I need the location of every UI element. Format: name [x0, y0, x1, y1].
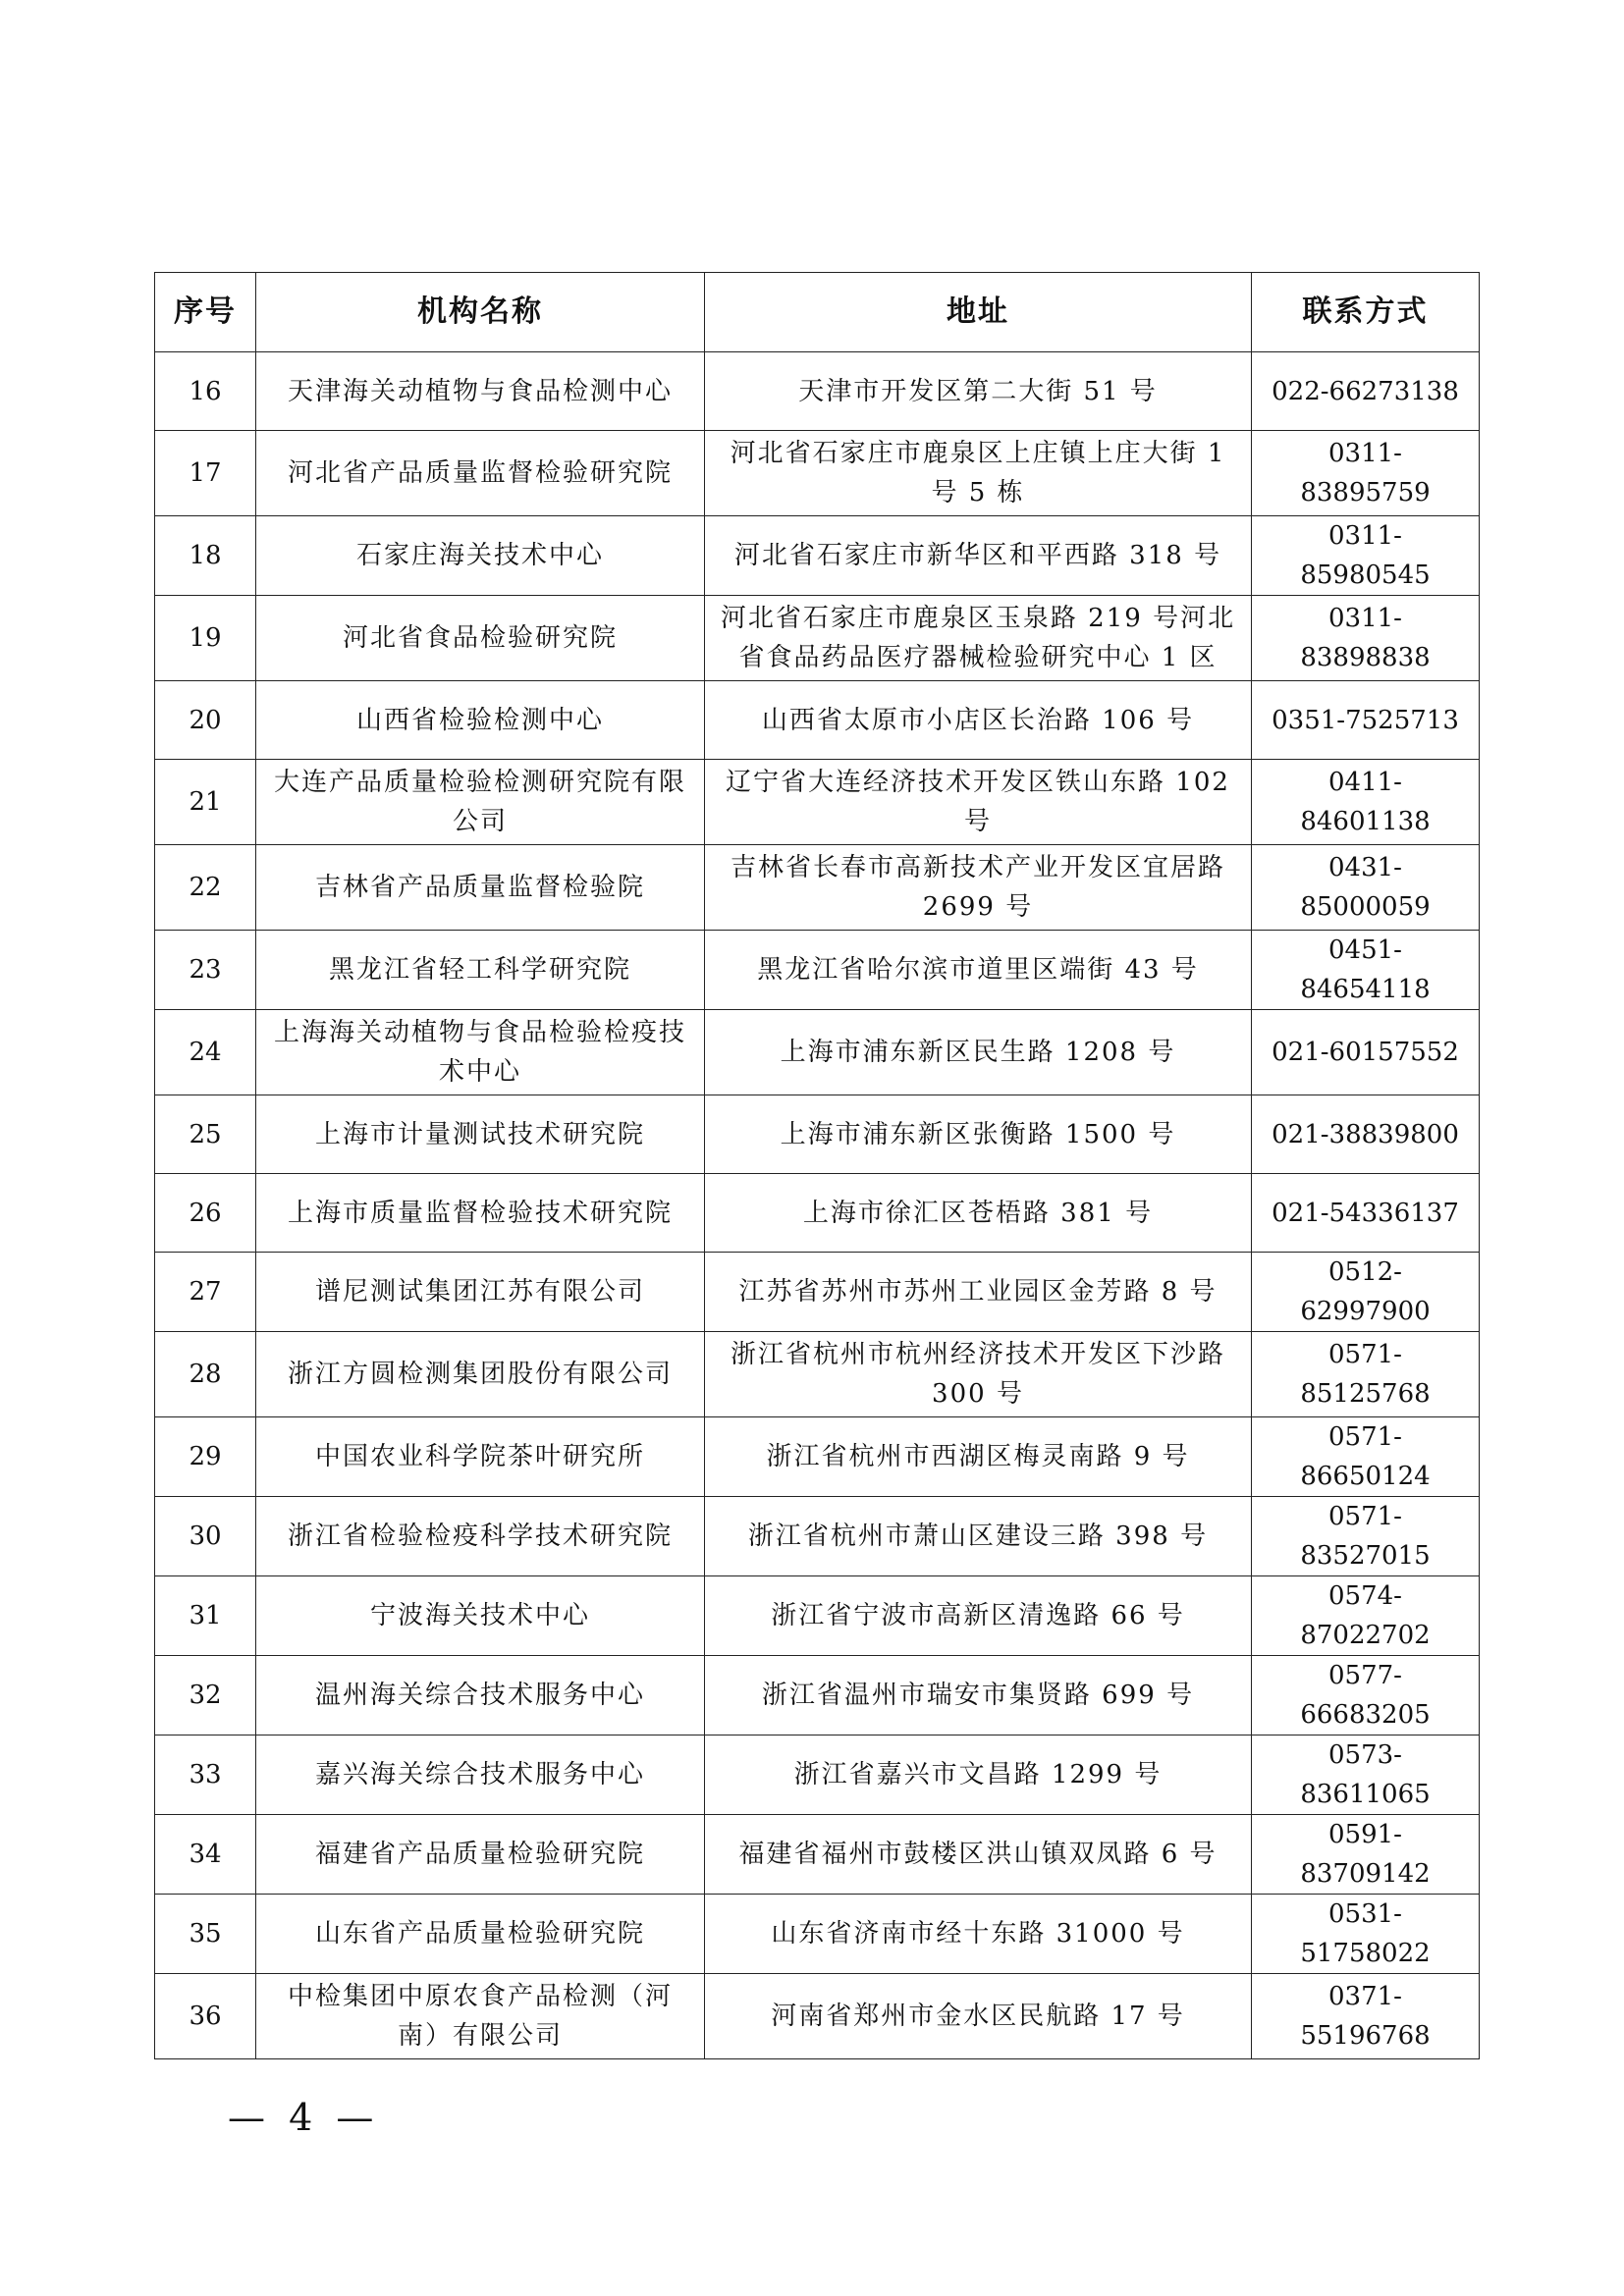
table-row — [155, 1895, 1480, 1974]
row-address: 吉林省长春市高新技术产业开发区宜居路 2699 号 — [705, 845, 1252, 931]
header-address: 地址 — [705, 273, 1252, 352]
row-tel: 0571-86650124 — [1252, 1417, 1480, 1497]
row-name: 上海市质量监督检验技术研究院 — [256, 1174, 705, 1253]
row-tel: 0577-66683205 — [1252, 1656, 1480, 1735]
row-tel: 0311-83898838 — [1252, 596, 1480, 681]
row-no: 22 — [155, 845, 256, 931]
table-row — [155, 1095, 1480, 1174]
row-address: 浙江省杭州市杭州经济技术开发区下沙路 300 号 — [705, 1332, 1252, 1417]
table-row — [155, 352, 1480, 431]
row-address: 辽宁省大连经济技术开发区铁山东路 102 号 — [705, 760, 1252, 845]
row-name: 浙江方圆检测集团股份有限公司 — [256, 1332, 705, 1417]
row-no: 26 — [155, 1174, 256, 1253]
row-address: 上海市徐汇区苍梧路 381 号 — [705, 1174, 1252, 1253]
row-name: 福建省产品质量检验研究院 — [256, 1815, 705, 1895]
row-no: 25 — [155, 1095, 256, 1174]
row-no: 30 — [155, 1497, 256, 1576]
institutions-table — [154, 272, 1480, 2059]
row-name: 中检集团中原农食产品检测（河南）有限公司 — [256, 1974, 705, 2059]
row-name: 吉林省产品质量监督检验院 — [256, 845, 705, 931]
table-row — [155, 931, 1480, 1010]
table-row — [155, 431, 1480, 516]
row-name: 中国农业科学院茶叶研究所 — [256, 1417, 705, 1497]
row-no: 35 — [155, 1895, 256, 1974]
row-address: 浙江省温州市瑞安市集贤路 699 号 — [705, 1656, 1252, 1735]
row-tel: 0351-7525713 — [1252, 681, 1480, 760]
table-row — [155, 1656, 1480, 1735]
row-tel: 0571-85125768 — [1252, 1332, 1480, 1417]
row-tel: 0531-51758022 — [1252, 1895, 1480, 1974]
row-name: 山西省检验检测中心 — [256, 681, 705, 760]
row-name: 上海海关动植物与食品检验检疫技术中心 — [256, 1010, 705, 1095]
row-tel: 022-66273138 — [1252, 352, 1480, 431]
row-tel: 0311-85980545 — [1252, 516, 1480, 596]
row-no: 31 — [155, 1576, 256, 1656]
row-name: 温州海关综合技术服务中心 — [256, 1656, 705, 1735]
row-address: 浙江省嘉兴市文昌路 1299 号 — [705, 1735, 1252, 1815]
row-tel: 021-54336137 — [1252, 1174, 1480, 1253]
table-header-row — [155, 273, 1480, 352]
row-no: 34 — [155, 1815, 256, 1895]
header-contact: 联系方式 — [1252, 273, 1480, 352]
row-no: 28 — [155, 1332, 256, 1417]
table-row — [155, 845, 1480, 931]
row-name: 嘉兴海关综合技术服务中心 — [256, 1735, 705, 1815]
table-row — [155, 1497, 1480, 1576]
table-row — [155, 596, 1480, 681]
table-row — [155, 1815, 1480, 1895]
table-row — [155, 1253, 1480, 1332]
row-address: 河北省石家庄市鹿泉区玉泉路 219 号河北省食品药品医疗器械检验研究中心 1 区 — [705, 596, 1252, 681]
row-name: 浙江省检验检疫科学技术研究院 — [256, 1497, 705, 1576]
table-row — [155, 1576, 1480, 1656]
row-tel: 0431-85000059 — [1252, 845, 1480, 931]
row-no: 24 — [155, 1010, 256, 1095]
row-tel: 0311-83895759 — [1252, 431, 1480, 516]
table-row — [155, 1174, 1480, 1253]
row-address: 黑龙江省哈尔滨市道里区端街 43 号 — [705, 931, 1252, 1010]
row-tel: 0574-87022702 — [1252, 1576, 1480, 1656]
row-no: 18 — [155, 516, 256, 596]
row-no: 16 — [155, 352, 256, 431]
row-tel: 0573-83611065 — [1252, 1735, 1480, 1815]
row-address: 浙江省杭州市西湖区梅灵南路 9 号 — [705, 1417, 1252, 1497]
table-row — [155, 1332, 1480, 1417]
row-address: 河北省石家庄市鹿泉区上庄镇上庄大街 1 号 5 栋 — [705, 431, 1252, 516]
row-name: 山东省产品质量检验研究院 — [256, 1895, 705, 1974]
table-row — [155, 1735, 1480, 1815]
row-address: 福建省福州市鼓楼区洪山镇双凤路 6 号 — [705, 1815, 1252, 1895]
table-row — [155, 760, 1480, 845]
row-no: 20 — [155, 681, 256, 760]
row-name: 大连产品质量检验检测研究院有限公司 — [256, 760, 705, 845]
row-address: 上海市浦东新区民生路 1208 号 — [705, 1010, 1252, 1095]
row-name: 石家庄海关技术中心 — [256, 516, 705, 596]
row-no: 36 — [155, 1974, 256, 2059]
table-row — [155, 1974, 1480, 2059]
row-name: 黑龙江省轻工科学研究院 — [256, 931, 705, 1010]
row-tel: 0591-83709142 — [1252, 1815, 1480, 1895]
page-number: — 4 — — [228, 2096, 380, 2139]
table-row — [155, 681, 1480, 760]
row-name: 河北省食品检验研究院 — [256, 596, 705, 681]
row-address: 浙江省宁波市高新区清逸路 66 号 — [705, 1576, 1252, 1656]
row-name: 河北省产品质量监督检验研究院 — [256, 431, 705, 516]
row-name: 谱尼测试集团江苏有限公司 — [256, 1253, 705, 1332]
row-name: 天津海关动植物与食品检测中心 — [256, 352, 705, 431]
row-address: 上海市浦东新区张衡路 1500 号 — [705, 1095, 1252, 1174]
row-name: 宁波海关技术中心 — [256, 1576, 705, 1656]
row-tel: 0571-83527015 — [1252, 1497, 1480, 1576]
row-address: 天津市开发区第二大街 51 号 — [705, 352, 1252, 431]
table-row — [155, 516, 1480, 596]
row-tel: 0411-84601138 — [1252, 760, 1480, 845]
row-no: 32 — [155, 1656, 256, 1735]
row-tel: 021-38839800 — [1252, 1095, 1480, 1174]
row-address: 河南省郑州市金水区民航路 17 号 — [705, 1974, 1252, 2059]
row-no: 17 — [155, 431, 256, 516]
header-name: 机构名称 — [256, 273, 705, 352]
row-address: 江苏省苏州市苏州工业园区金芳路 8 号 — [705, 1253, 1252, 1332]
table-row — [155, 1010, 1480, 1095]
row-no: 23 — [155, 931, 256, 1010]
row-address: 山东省济南市经十东路 31000 号 — [705, 1895, 1252, 1974]
row-tel: 021-60157552 — [1252, 1010, 1480, 1095]
row-address: 浙江省杭州市萧山区建设三路 398 号 — [705, 1497, 1252, 1576]
row-tel: 0371-55196768 — [1252, 1974, 1480, 2059]
row-address: 河北省石家庄市新华区和平西路 318 号 — [705, 516, 1252, 596]
row-no: 33 — [155, 1735, 256, 1815]
header-no: 序号 — [155, 273, 256, 352]
row-address: 山西省太原市小店区长治路 106 号 — [705, 681, 1252, 760]
row-tel: 0512-62997900 — [1252, 1253, 1480, 1332]
row-name: 上海市计量测试技术研究院 — [256, 1095, 705, 1174]
row-tel: 0451-84654118 — [1252, 931, 1480, 1010]
row-no: 27 — [155, 1253, 256, 1332]
row-no: 21 — [155, 760, 256, 845]
row-no: 29 — [155, 1417, 256, 1497]
row-no: 19 — [155, 596, 256, 681]
table-row — [155, 1417, 1480, 1497]
